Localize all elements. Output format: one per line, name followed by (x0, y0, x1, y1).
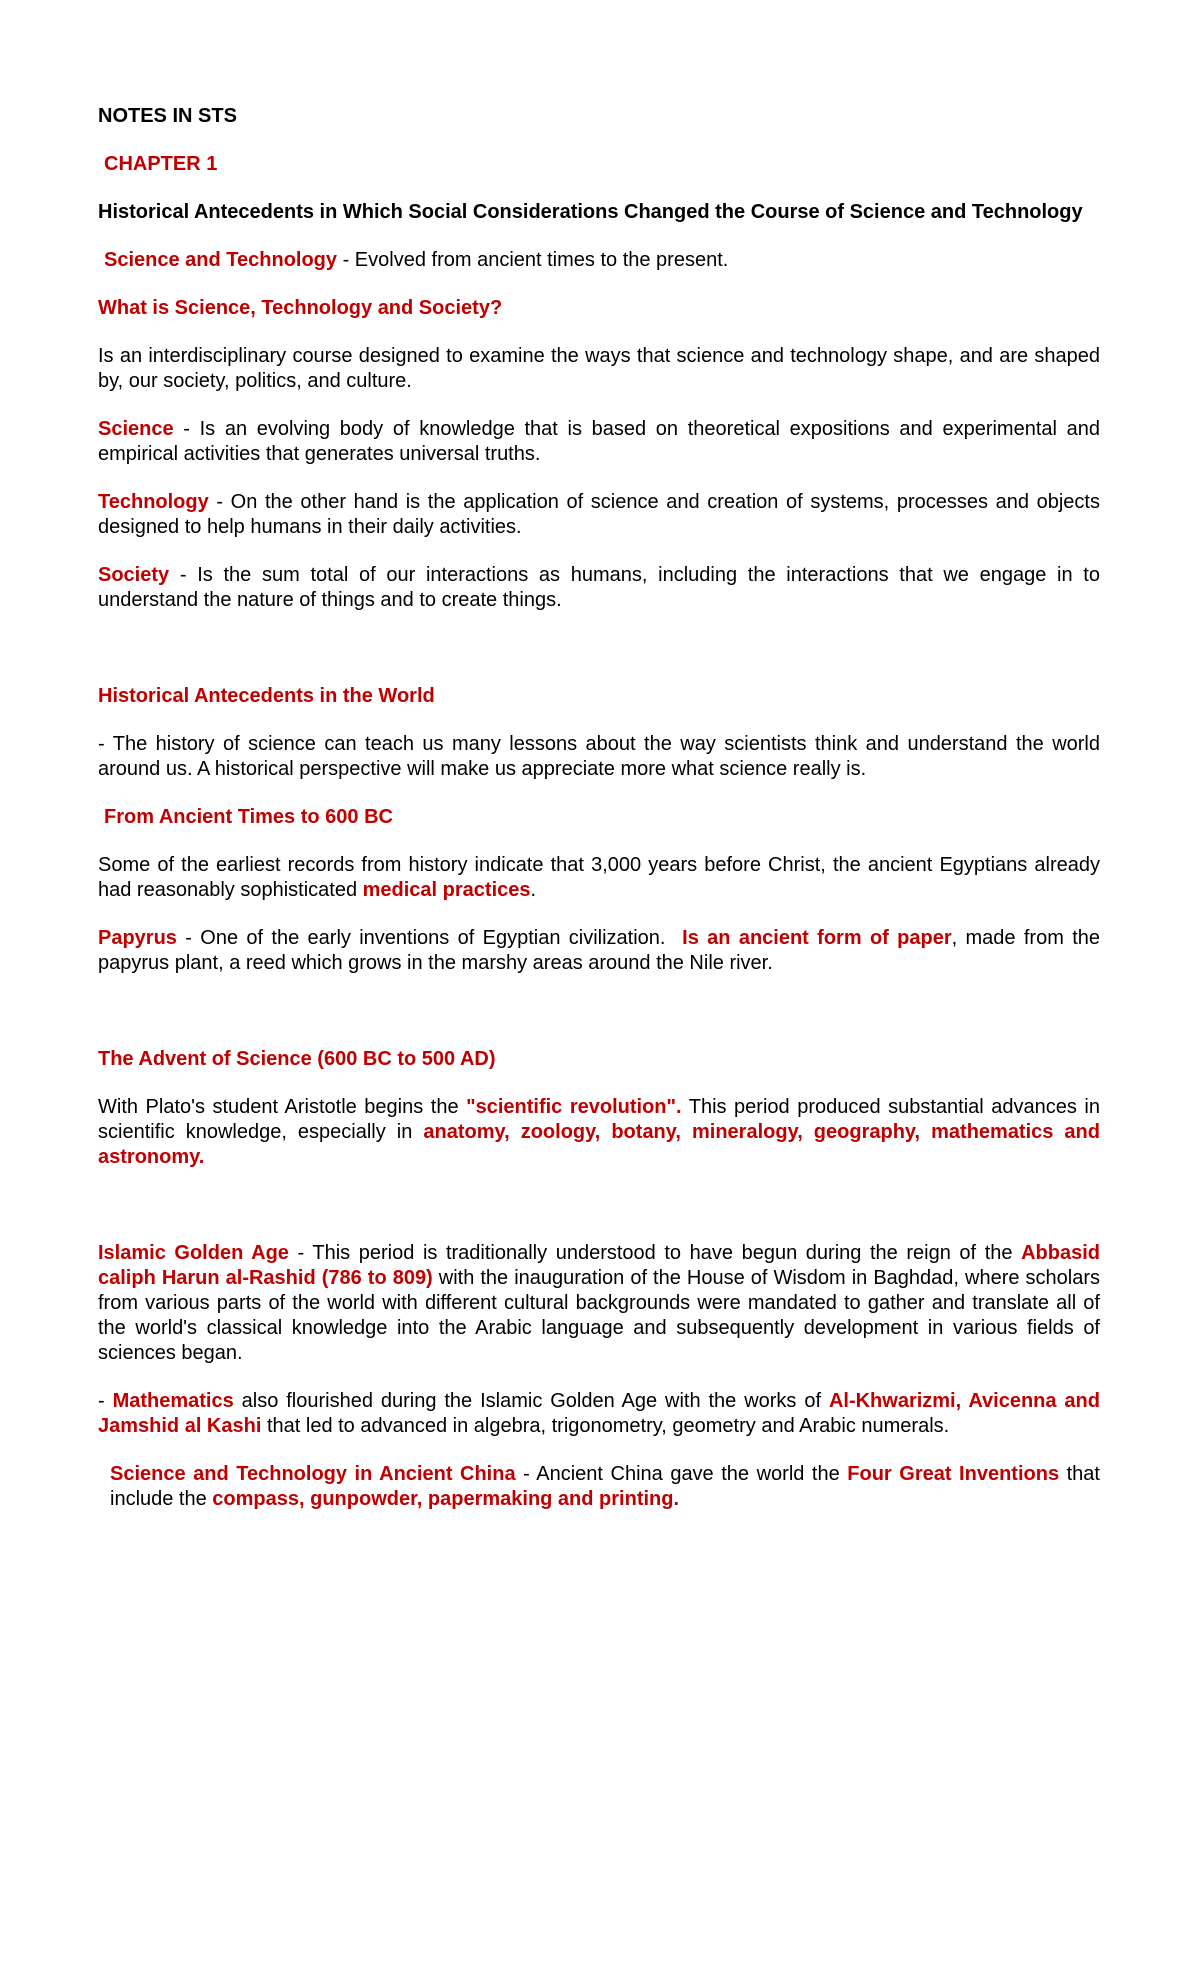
term-four-great-inventions: Four Great Inventions (847, 1463, 1060, 1485)
document-title: NOTES IN STS (98, 105, 237, 127)
main-heading: Historical Antecedents in Which Social Considerations Changed the Course of Science and Technology (98, 201, 1083, 223)
paragraph-text: with the inauguration of the House of Wisdom in Baghdad, where scholars from various parts of the world with different cultural backgrounds were mandated to gather and translate all of the world's classical knowledge into the Arabic language and subsequently development in various fields of sciences began. (98, 1267, 1100, 1364)
paragraph-ancient-china (98, 1462, 1100, 1512)
term-papyrus: Papyrus (98, 927, 177, 949)
term-ancient-china: Science and Technology in Ancient China (110, 1463, 516, 1485)
term-scientific-revolution: "scientific revolution". (466, 1096, 682, 1118)
paragraph-text: - One of the early inventions of Egyptian civilization. (176, 927, 683, 949)
blank-space (98, 636, 1100, 684)
heading-historical-antecedents-world: Historical Antecedents in the World (98, 685, 435, 707)
blank-space (98, 1193, 1100, 1241)
paragraph-text: Some of the earliest records from history indicate that 3,000 years before Christ, the ancient Egyptians already had reasonably sophisticated (98, 854, 1100, 901)
paragraph-islamic-golden-age (98, 1241, 1100, 1366)
paragraph-sts-intro: Is an interdisciplinary course designed to examine the ways that science and technology shape, and are shaped by, our society, politics, and culture. (98, 345, 1100, 392)
definition-text: - Evolved from ancient times to the present. (337, 249, 729, 271)
paragraph-text: that include the (110, 1463, 1100, 1510)
paragraph-mathematics (98, 1389, 1100, 1439)
term-inventions-list: compass, gunpowder, papermaking and printing. (212, 1488, 680, 1510)
term-society: Society (98, 564, 170, 586)
term-scholars: Al-Khwarizmi, Avicenna and Jamshid al Kashi (98, 1390, 1100, 1437)
heading-advent-of-science: The Advent of Science (600 BC to 500 AD) (98, 1048, 496, 1070)
document-content (98, 104, 1100, 1535)
paragraph-aristotle (98, 1095, 1100, 1170)
term-abbasid-caliph: Abbasid caliph Harun al-Rashid (786 to 809) (98, 1242, 1100, 1289)
term-islamic-golden-age: Islamic Golden Age (98, 1242, 289, 1264)
paragraph-text: that led to advanced in algebra, trigonometry, geometry and Arabic numerals. (261, 1415, 950, 1437)
paragraph-science-and-technology (98, 248, 1100, 273)
term-science: Science (98, 418, 174, 440)
term-technology: Technology (98, 491, 209, 513)
definition-text: - Is the sum total of our interactions as humans, including the interactions that we engage in to understand the nature of things and to create things. (98, 564, 1100, 611)
blank-space (98, 999, 1100, 1047)
term-mathematics: Mathematics (112, 1390, 234, 1412)
paragraph-text: With Plato's student Aristotle begins the (98, 1096, 467, 1118)
term-ancient-form-of-paper: Is an ancient form of paper (682, 927, 952, 949)
paragraph-text: also flourished during the Islamic Golden Age with the works of (233, 1390, 829, 1412)
paragraph-text: - Ancient China gave the world the (515, 1463, 848, 1485)
paragraph-text: . (530, 879, 537, 901)
term-medical-practices: medical practices (362, 879, 531, 901)
term-science-and-technology: Science and Technology (104, 249, 338, 271)
definition-text: - On the other hand is the application of science and creation of systems, processes and objects designed to help humans in their daily activities. (98, 491, 1100, 538)
term-fields-of-knowledge: anatomy, zoology, botany, mineralogy, geography, mathematics and astronomy. (98, 1121, 1100, 1168)
definition-text: - Is an evolving body of knowledge that is based on theoretical expositions and experimental and empirical activities that generates universal truths. (98, 418, 1100, 465)
paragraph-science (98, 417, 1100, 467)
paragraph-technology (98, 490, 1100, 540)
paragraph-text: - (98, 1390, 113, 1412)
paragraph-egyptians (98, 853, 1100, 903)
paragraph-society (98, 563, 1100, 613)
paragraph-papyrus (98, 926, 1100, 976)
paragraph-text: This period produced substantial advances in scientific knowledge, especially in (98, 1096, 1100, 1143)
heading-what-is-sts: What is Science, Technology and Society? (98, 297, 503, 319)
paragraph-history-of-science: - The history of science can teach us many lessons about the way scientists think and understand the world around us. A historical perspective will make us appreciate more what science really is. (98, 733, 1100, 780)
chapter-label: CHAPTER 1 (104, 153, 218, 175)
heading-ancient-times: From Ancient Times to 600 BC (104, 806, 393, 828)
paragraph-text: , made from the papyrus plant, a reed which grows in the marshy areas around the Nile river. (98, 927, 1101, 974)
paragraph-text: - This period is traditionally understood to have begun during the reign of the (288, 1242, 1022, 1264)
